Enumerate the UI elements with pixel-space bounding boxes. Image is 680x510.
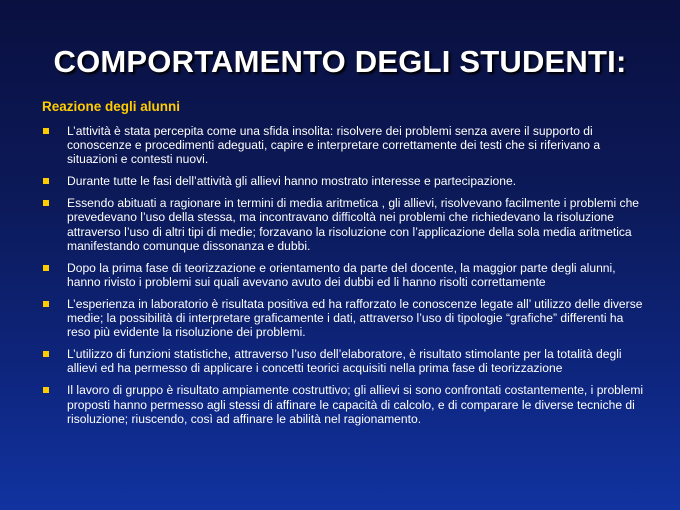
- bullet-item: [42, 174, 648, 188]
- bullet-list: [42, 124, 648, 434]
- bullet-text: Essendo abituati a ragionare in termini di media aritmetica , gli allievi, risolvevano facilmente i problemi che prevedevano l’uso della stessa, ma incontravano difficoltà nei problemi che richiedevano la risoluzione attraverso l’uso di altri tipi di medie; forzavano la risoluzione con l’applicazione della sola media aritmetica manifestando comunque dissonanza e dubbi.: [67, 196, 640, 253]
- square-bullet-icon: [43, 301, 49, 307]
- bullet-item: [42, 383, 648, 425]
- bullet-text: Il lavoro di gruppo è risultato ampiamente costruttivo; gli allievi si sono confrontati costantemente, i problemi proposti hanno permesso agli stessi di affinare le capacità di calcolo, e di comparare le diverse tecniche di risoluzione; riuscendo, così ad affinare le abilità nel ragionamento.: [67, 383, 644, 426]
- bullet-text: L’utilizzo di funzioni statistiche, attraverso l’uso dell’elaboratore, è risultato stimolante per la totalità degli allievi ed ha permesso di applicare i concetti teorici acquisiti nella prima fase di teorizzazione: [67, 347, 622, 376]
- square-bullet-icon: [43, 200, 49, 206]
- bullet-item: [42, 261, 648, 289]
- bullet-item: [42, 347, 648, 375]
- square-bullet-icon: [43, 265, 49, 271]
- bullet-text: Dopo la prima fase di teorizzazione e orientamento da parte del docente, la maggior parte degli alunni, hanno rivisto i problemi sui quali avevano avuto dei dubbi ed li hanno risolti correttamente: [67, 260, 616, 289]
- slide-subtitle: Reazione degli alunni: [42, 99, 181, 114]
- bullet-item: [42, 196, 648, 252]
- square-bullet-icon: [43, 387, 49, 393]
- square-bullet-icon: [43, 178, 49, 184]
- slide-title: COMPORTAMENTO DEGLI STUDENTI:: [53, 44, 627, 79]
- bullet-text: Durante tutte le fasi dell’attività gli allievi hanno mostrato interesse e partecipazione.: [67, 174, 517, 189]
- square-bullet-icon: [43, 128, 49, 134]
- bullet-item: [42, 124, 648, 166]
- square-bullet-icon: [43, 351, 49, 357]
- bullet-item: [42, 297, 648, 339]
- bullet-text: L’esperienza in laboratorio è risultata positiva ed ha rafforzato le conoscenze legate all’ utilizzo delle diverse medie; la possibilità di interpretare graficamente i dati, attraverso l’uso di tipologie “grafiche” differenti ha reso più evidente la risoluzione dei problemi.: [67, 296, 643, 340]
- bullet-text: L’attività è stata percepita come una sfida insolita: risolvere dei problemi senza avere il supporto di conoscenze e procedimenti adeguati, capire e interpretare correttamente dei testi che si riferivano a situazioni e contesti nuovi.: [67, 124, 601, 167]
